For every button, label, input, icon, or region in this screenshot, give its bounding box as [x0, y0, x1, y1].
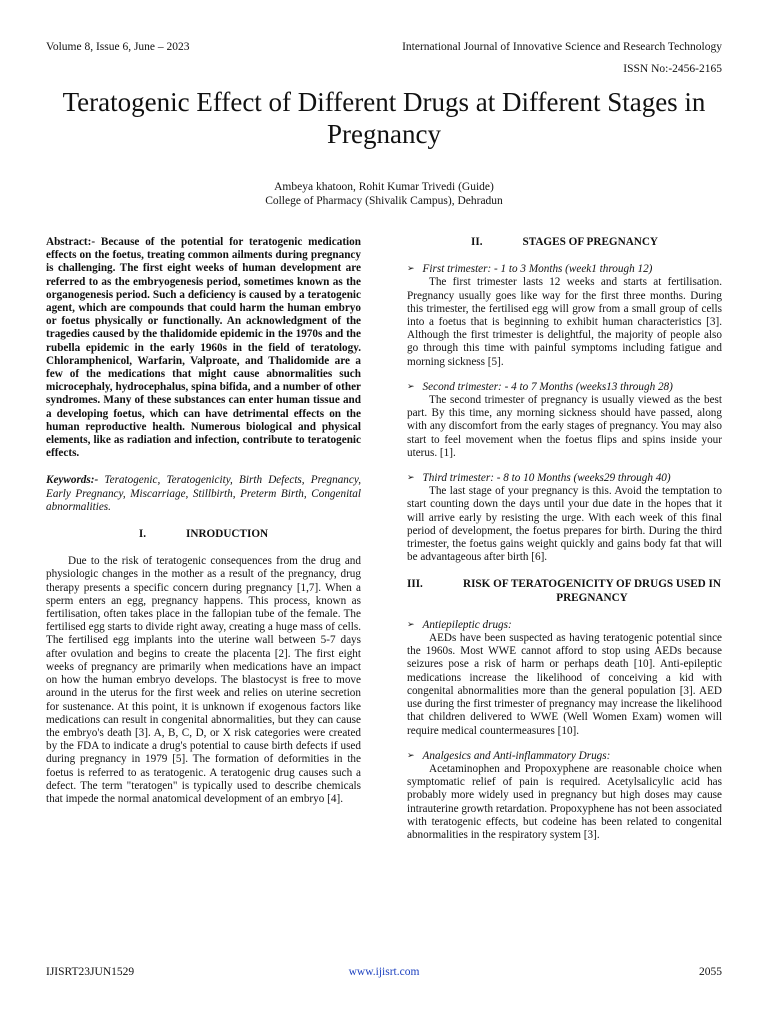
- journal-name: International Journal of Innovative Science and Research Technology: [402, 41, 722, 53]
- subheading-antiepileptic: ➢ Antiepileptic drugs:: [407, 618, 512, 631]
- subheading-first-trimester: ➢ First trimester: - 1 to 3 Months (week1 through 12): [407, 263, 653, 276]
- affiliation: College of Pharmacy (Shivalik Campus), Dehradun: [265, 195, 503, 207]
- volume-info: Volume 8, Issue 6, June – 2023: [46, 41, 190, 53]
- section-heading-stages: [407, 236, 722, 249]
- left-column: [46, 236, 361, 806]
- analgesics-text: Acetaminophen and Propoxyphene are reasonable choice when symptomatic relief of pain is required. Acetylsalicylic acid has probably more widely used in pregnancy but high doses may cause intrauterine growth retardation. Propoxyphene has not been associated with teratogenic effects, but codeine has been related to congenital abnormalities in the respiratory system [3].: [407, 762, 723, 841]
- page-number: 2055: [699, 966, 722, 978]
- introduction-text: Due to the risk of teratogenic consequences from the drug and physiologic changes in the mother as a result of the pregnancy, drug therapy presents a specific concern during pregnancy [1,7]. When a sperm enters an egg, pregnancy happens. This process, known as fertilisation, often takes place in the fallopian tube of the female. The fertilised egg starts to divide right away, creating a huge mass of cells. The fertilised egg implants into the uterine wall between 5-7 days after ovulation and begins to create the placenta [2]. The first eight weeks of pregnancy are primarily when medications have an impact on how the human embryo develops. The blastocyst is free to move around in the uterus for the first week and relies on uterine secretion for sustenance. At this point, it is unknown if exogenous factors like medications can result in congenital abnormalities, but they can cause the embryo's death [3]. A, B, C, D, or X risk categories were created by the FDA to indicate a drug's potential to cause birth defects if used during pregnancy in 1979 [5]. The formation of deformities in the foetus is referred to as teratogenic. A teratogenic drug causes such a defect. The term "teratogen" is typically used to describe chemicals that impede the normal anatomical development of an embryo [4].: [46, 555, 361, 805]
- section-number: III.: [407, 578, 423, 591]
- antiepileptic-text: AEDs have been suspected as having teratogenic potential since the 1960s. Most WWE cannot afford to stop using AEDs because seizures pose a risk of harm or perhaps death [10]. Anti-epileptic medications increase the likelihood of conceiving a kid with congenital abnormalities more than the general population [3]. AED use during the first trimester of pregnancy may increase the likelihood that children delivered to WWE (Well Women Exam) women will require medical countermeasures [10].: [407, 632, 722, 737]
- arrow-bullet-icon: ➢: [407, 264, 415, 275]
- arrow-bullet-icon: ➢: [407, 381, 415, 392]
- keywords-label: Keywords:-: [46, 474, 99, 487]
- keywords: [46, 474, 361, 514]
- section-title: STAGES OF PREGNANCY: [522, 236, 659, 248]
- arrow-bullet-icon: ➢: [407, 473, 415, 484]
- subheading-analgesics: ➢ Analgesics and Anti-inflammatory Drugs:: [407, 749, 611, 762]
- arrow-bullet-icon: ➢: [407, 619, 415, 630]
- author-block: [0, 180, 768, 208]
- second-trimester-text: The second trimester of pregnancy is usually viewed as the best part. By this time, any morning sickness should have passed, along with any discomfort from the early stages of pregnancy. You may also start to feel movement when the foetus flips and spins inside your uterus. [1].: [407, 394, 722, 459]
- third-trimester-text: The last stage of your pregnancy is this. Avoid the temptation to start counting down the days until your due date in the hopes that it will arrive early by resisting the urge. With each week of this final period of development, the foetus prepares for birth. During the third trimester, the foetus gains weight quickly and gains body fat that will be advantageous after birth [6].: [407, 485, 722, 564]
- section-heading-introduction: [46, 528, 361, 541]
- right-column: [407, 236, 722, 842]
- issn: ISSN No:-2456-2165: [623, 63, 722, 75]
- authors: Ambeya khatoon, Rohit Kumar Trivedi (Guide): [274, 181, 494, 193]
- abstract: Abstract:- Because of the potential for teratogenic medication effects on the foetus, treating common ailments during pregnancy is challenging. The first eight weeks of human development are referred to as the embryogenesis period, sometimes known as the organogenesis period. Such a deficiency is caused by a teratogenic agent, which are compounds that could harm the human embryo or foetus physically or functionally. An acknowledgment of the tragedies caused by the thalidomide epidemic in the 1970s and the rubella epidemic in the early 1960s in the field of teratology. Chloramphenicol, Warfarin, Valproate, and Thalidomide are a few of the medications that might cause abnormalities such microcephaly, hydrocephalus, spina bifida, and a number of other syndromes. Many of these substances can enter human tissue and a developing foetus, which can have detrimental effects on the human reproductive health. Numerous biological and physical elements, like as radiation and infection, contribute to teratogenic effects.: [46, 236, 361, 460]
- subheading-third-trimester: ➢ Third trimester: - 8 to 10 Months (weeks29 through 40): [407, 472, 671, 485]
- section-title: INRODUCTION: [186, 528, 269, 541]
- first-trimester-text: The first trimester lasts 12 weeks and starts at fertilisation. Pregnancy usually goes like way for the first three months. During this trimester, the fertilised egg will grow from a small group of cells into a foetus that is beginning to exhibit human characteristics [3]. Although the first trimester is delightful, the majority of people also go through this time with painful symptoms including fatigue and morning sickness [5].: [407, 276, 722, 368]
- section-number: II.: [470, 236, 483, 248]
- paper-id: IJISRT23JUN1529: [46, 966, 135, 978]
- arrow-bullet-icon: ➢: [407, 750, 415, 761]
- section-number: I.: [138, 528, 147, 541]
- paper-title: Teratogenic Effect of Different Drugs at Different Stages in Pregnancy: [62, 87, 706, 149]
- subheading-second-trimester: ➢ Second trimester: - 4 to 7 Months (weeks13 through 28): [407, 380, 673, 393]
- journal-url-link[interactable]: www.ijisrt.com: [348, 966, 420, 978]
- keywords-text: Teratogenic, Teratogenicity, Birth Defects, Pregnancy, Early Pregnancy, Miscarriage, Stillbirth, Preterm Birth, Congenital abnormalities.: [46, 474, 361, 513]
- section-heading-risk: [407, 578, 722, 604]
- section-title: RISK OF TERATOGENICITY OF DRUGS USED IN PREGNANCY: [463, 578, 721, 604]
